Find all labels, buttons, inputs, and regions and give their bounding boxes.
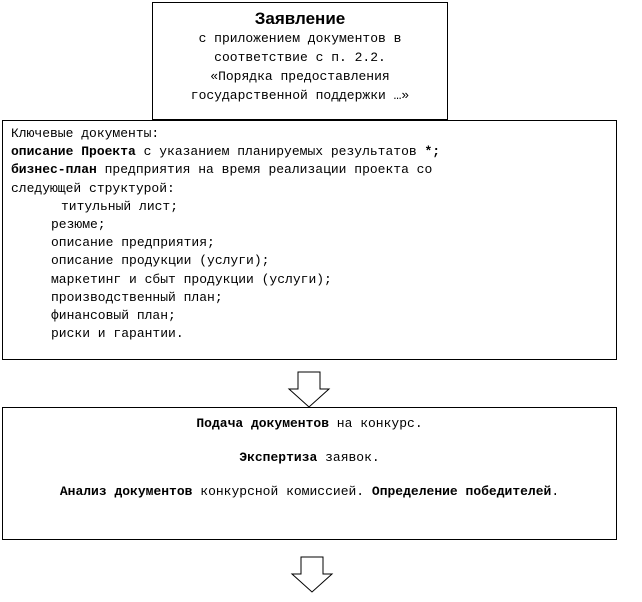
statement-line: соответствие с п. 2.2. [214, 50, 386, 65]
project-description-label: описание Проекта [11, 144, 136, 160]
statement-box [152, 2, 448, 120]
down-arrow-icon [290, 556, 334, 594]
statement-line: с приложением документов в [198, 31, 402, 46]
analysis-label: Анализ документов [59, 484, 193, 499]
structure-item: описание предприятия; [51, 235, 215, 251]
documents-header: Ключевые документы: [11, 126, 160, 141]
process-box [2, 407, 617, 540]
footnote-star: *; [424, 144, 441, 160]
submission-step [3, 415, 616, 432]
down-arrow-icon [287, 371, 331, 409]
winners-label: Определение победителей [371, 484, 552, 499]
structure-item: производственный план; [51, 289, 223, 305]
business-plan-label: бизнес-план [11, 162, 97, 178]
analysis-step [3, 483, 616, 500]
statement-line: государственной поддержки …» [190, 88, 410, 103]
structure-item: резюме; [51, 217, 106, 233]
structure-item: описание продукции (услуги); [51, 253, 270, 269]
analysis-end: . [551, 484, 560, 499]
expertise-label: Экспертиза [239, 450, 318, 465]
submission-label: Подача документов [196, 416, 329, 431]
project-description-text: с указанием планируемых результатов [135, 144, 425, 160]
document-item-business-plan [11, 161, 616, 179]
document-item-project-description [11, 143, 616, 161]
business-plan-text: предприятия на время реализации проекта со [96, 162, 433, 178]
business-plan-text-continued: следующей структурой: [11, 180, 175, 196]
expertise-text: заявок. [317, 450, 380, 465]
structure-item: риски и гарантии. [51, 326, 184, 342]
submission-text: на конкурс. [329, 416, 423, 431]
structure-item: финансовый план; [51, 308, 176, 324]
key-documents-box [2, 120, 617, 360]
structure-item: титульный лист; [61, 198, 179, 214]
structure-item: маркетинг и сбыт продукции (услуги); [51, 271, 332, 287]
expertise-step [3, 449, 616, 466]
analysis-text: конкурсной комиссией. [192, 484, 372, 499]
statement-line: «Порядка предоставления [210, 69, 390, 84]
statement-title: Заявление [254, 9, 346, 28]
